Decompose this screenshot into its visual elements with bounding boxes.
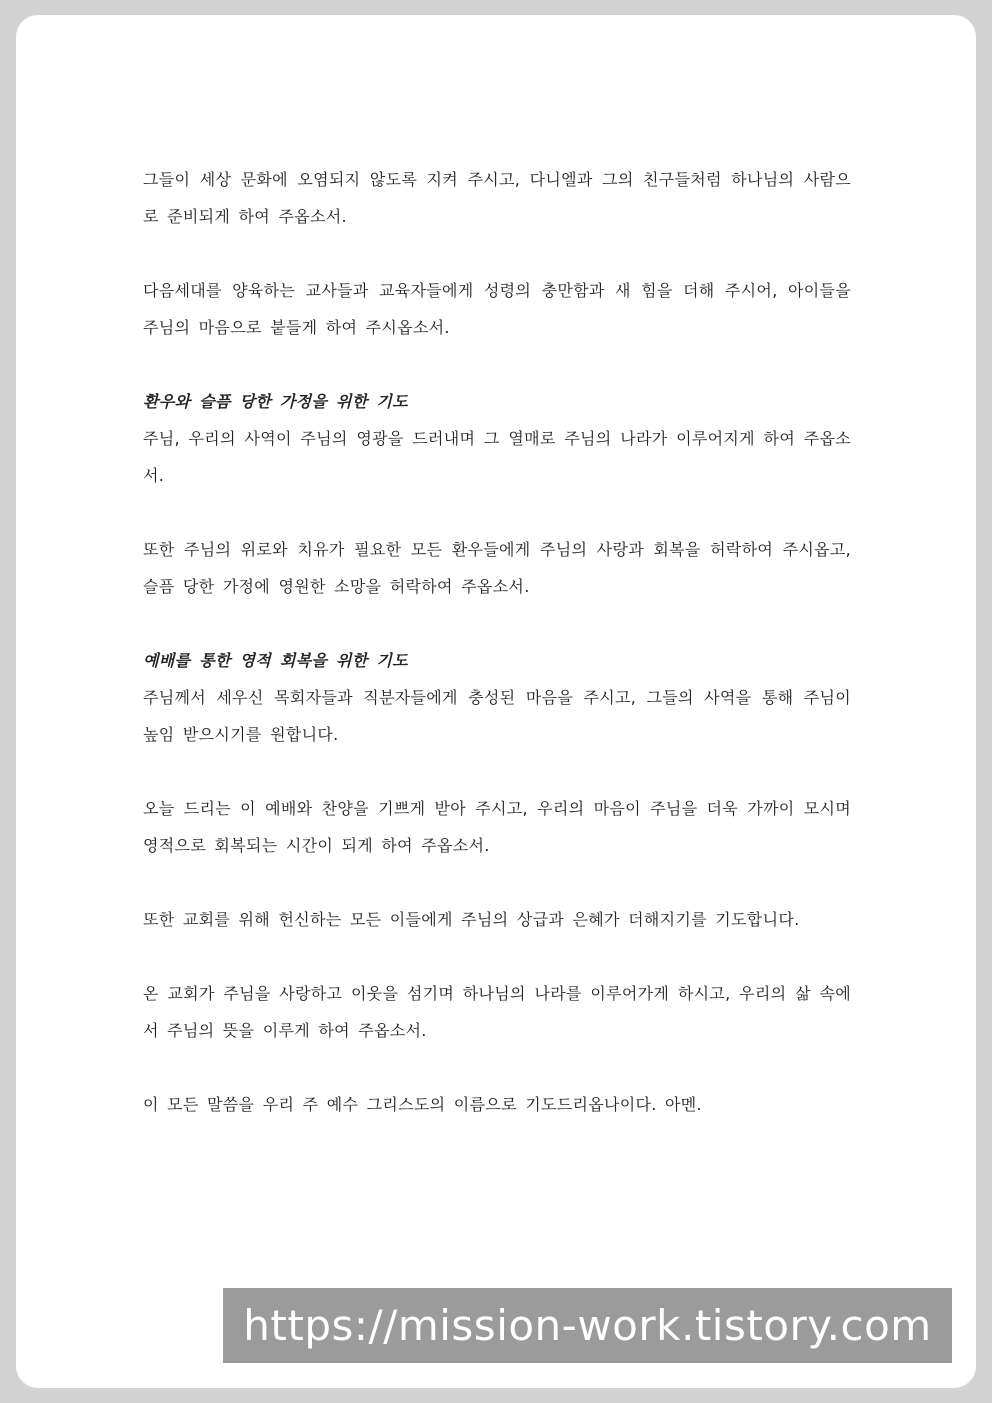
paragraph-healing: 또한 주님의 위로와 치유가 필요한 모든 환우들에게 주님의 사랑과 회복을 허락하여 주시옵고, 슬픔 당한 가정에 영원한 소망을 허락하여 주옵소서. (143, 540, 851, 596)
document-body (143, 161, 851, 1123)
section-heading-worship: 예배를 통한 영적 회복을 위한 기도 (143, 651, 408, 670)
document-page (16, 15, 976, 1388)
paragraph-pastors: 주님께서 세우신 목회자들과 직분자들에게 충성된 마음을 주시고, 그들의 사역을 통해 주님이 높임 받으시기를 원합니다. (143, 688, 851, 744)
paragraph-closing-amen: 이 모든 말씀을 우리 주 예수 그리스도의 이름으로 기도드리옵나이다. 아멘. (143, 1095, 702, 1114)
paragraph-protection: 그들이 세상 문화에 오염되지 않도록 지켜 주시고, 다니엘과 그의 친구들처럼 하나님의 사람으로 준비되게 하여 주옵소서. (143, 170, 851, 226)
paragraph-teachers: 다음세대를 양육하는 교사들과 교육자들에게 성령의 충만함과 새 힘을 더해 주시어, 아이들을 주님의 마음으로 붙들게 하여 주시옵소서. (143, 281, 851, 337)
url-watermark: https://mission-work.tistory.com (223, 1288, 952, 1363)
paragraph-church-love: 온 교회가 주님을 사랑하고 이웃을 섬기며 하나님의 나라를 이루어가게 하시고, 우리의 삶 속에서 주님의 뜻을 이루게 하여 주옵소서. (143, 984, 851, 1040)
paragraph-worship-today: 오늘 드리는 이 예배와 찬양을 기쁘게 받아 주시고, 우리의 마음이 주님을 더욱 가까이 모시며 영적으로 회복되는 시간이 되게 하여 주옵소서. (143, 799, 851, 855)
paragraph-ministry-glory: 주님, 우리의 사역이 주님의 영광을 드러내며 그 열매로 주님의 나라가 이루어지게 하여 주옵소서. (143, 429, 851, 485)
section-heading-patients: 환우와 슬픔 당한 가정을 위한 기도 (143, 392, 408, 411)
paragraph-dedicated: 또한 교회를 위해 헌신하는 모든 이들에게 주님의 상급과 은혜가 더해지기를 기도합니다. (143, 910, 800, 929)
